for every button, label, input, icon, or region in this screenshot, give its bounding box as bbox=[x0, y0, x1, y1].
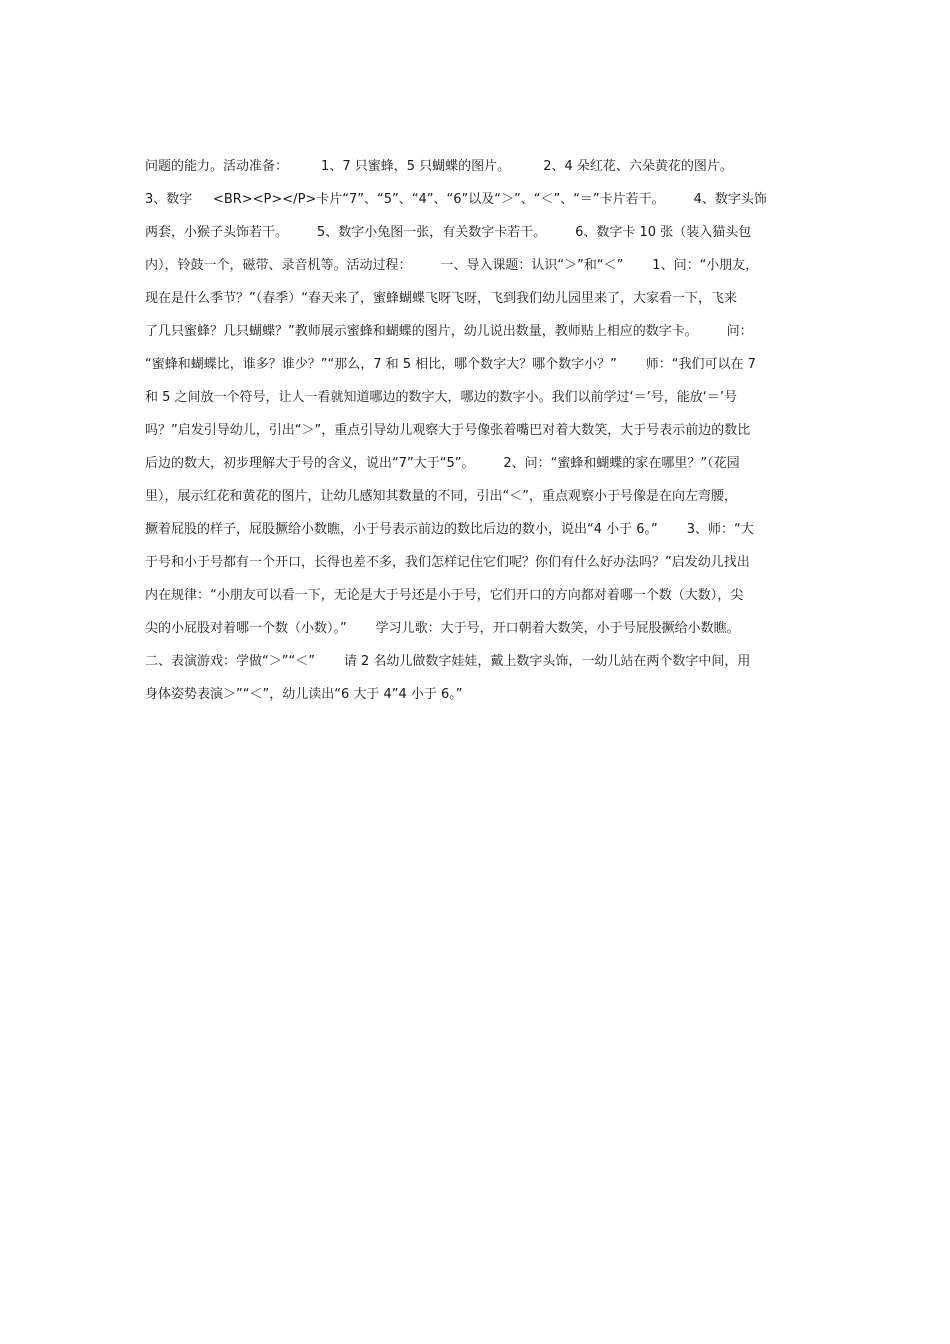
text-line: 了几只蜜蜂？几只蝴蝶？”教师展示蜜蜂和蝴蝶的图片，幼儿说出数量，教师贴上相应的数字卡。 问： bbox=[145, 324, 753, 339]
text-line: 内在规律：“小朋友可以看一下，无论是大于号还是小于号，它们开口的方向都对着哪一个数（大数），尖 bbox=[145, 588, 744, 603]
text-line: 两套，小猴子头饰若干。 5、数字小兔图一张，有关数字卡若干。 6、数字卡 10 张（装入猫头包 bbox=[145, 225, 752, 240]
text-line: 身体姿势表演＞”“＜”，幼儿读出“6 大于 4”4 小于 6。” bbox=[145, 687, 463, 702]
text-line: 里），展示红花和黄花的图片，让幼儿感知其数量的不同，引出“＜”，重点观察小于号像是在向左弯腰， bbox=[145, 489, 737, 504]
text-line: 撅着屁股的样子，屁股撅给小数瞧，小于号表示前边的数比后边的数小，说出“4 小于 6。” 3、师：“大 bbox=[145, 522, 754, 537]
text-line: 内），铃鼓一个，磁带、录音机等。活动过程： 一、导入课题：认识“＞”和“＜” 1、问：“小朋友， bbox=[145, 258, 759, 273]
body-text bbox=[145, 154, 810, 715]
text-line: 二、表演游戏：学做“＞”“＜” 请 2 名幼儿做数字娃娃，戴上数字头饰，一幼儿站在两个数字中间，用 bbox=[145, 654, 751, 669]
text-line: 3、数字 <BR><P></P>卡片“7”、“5”、“4”、“6”以及“＞”、“＜”、“＝”卡片若干。 4、数字头饰 bbox=[145, 192, 767, 207]
text-line: 和 5 之间放一个符号，让人一看就知道哪边的数字大，哪边的数字小。我们以前学过‘＝’号，能放‘＝’号 bbox=[145, 390, 738, 405]
text-line: 后边的数大，初步理解大于号的含义，说出“7”大于“5”。 2、问：“蜜蜂和蝴蝶的家在哪里？”（花园 bbox=[145, 456, 740, 471]
text-line: “蜜蜂和蝴蝶比，谁多？谁少？”“那么，7 和 5 相比，哪个数字大？哪个数字小？” 师：“我们可以在 7 bbox=[145, 357, 756, 372]
text-line: 现在是什么季节？”（春季）“春天来了，蜜蜂蝴蝶飞呀飞呀，飞到我们幼儿园里来了，大家看一下，飞来 bbox=[145, 291, 737, 306]
text-line: 尖的小屁股对着哪一个数（小数）。” 学习儿歌：大于号，开口朝着大数笑，小于号屁股撅给小数瞧。 bbox=[145, 621, 740, 636]
text-line: 于号和小于号都有一个开口，长得也差不多，我们怎样记住它们呢？你们有什么好办法吗？”启发幼儿找出 bbox=[145, 555, 750, 570]
text-line: 吗？”启发引导幼儿，引出“＞”，重点引导幼儿观察大于号像张着嘴巴对着大数笑，大于号表示前边的数比 bbox=[145, 423, 751, 438]
text-line: 问题的能力。活动准备： 1、7 只蜜蜂，5 只蝴蝶的图片。 2、4 朵红花、六朵黄花的图片。 bbox=[145, 159, 733, 174]
